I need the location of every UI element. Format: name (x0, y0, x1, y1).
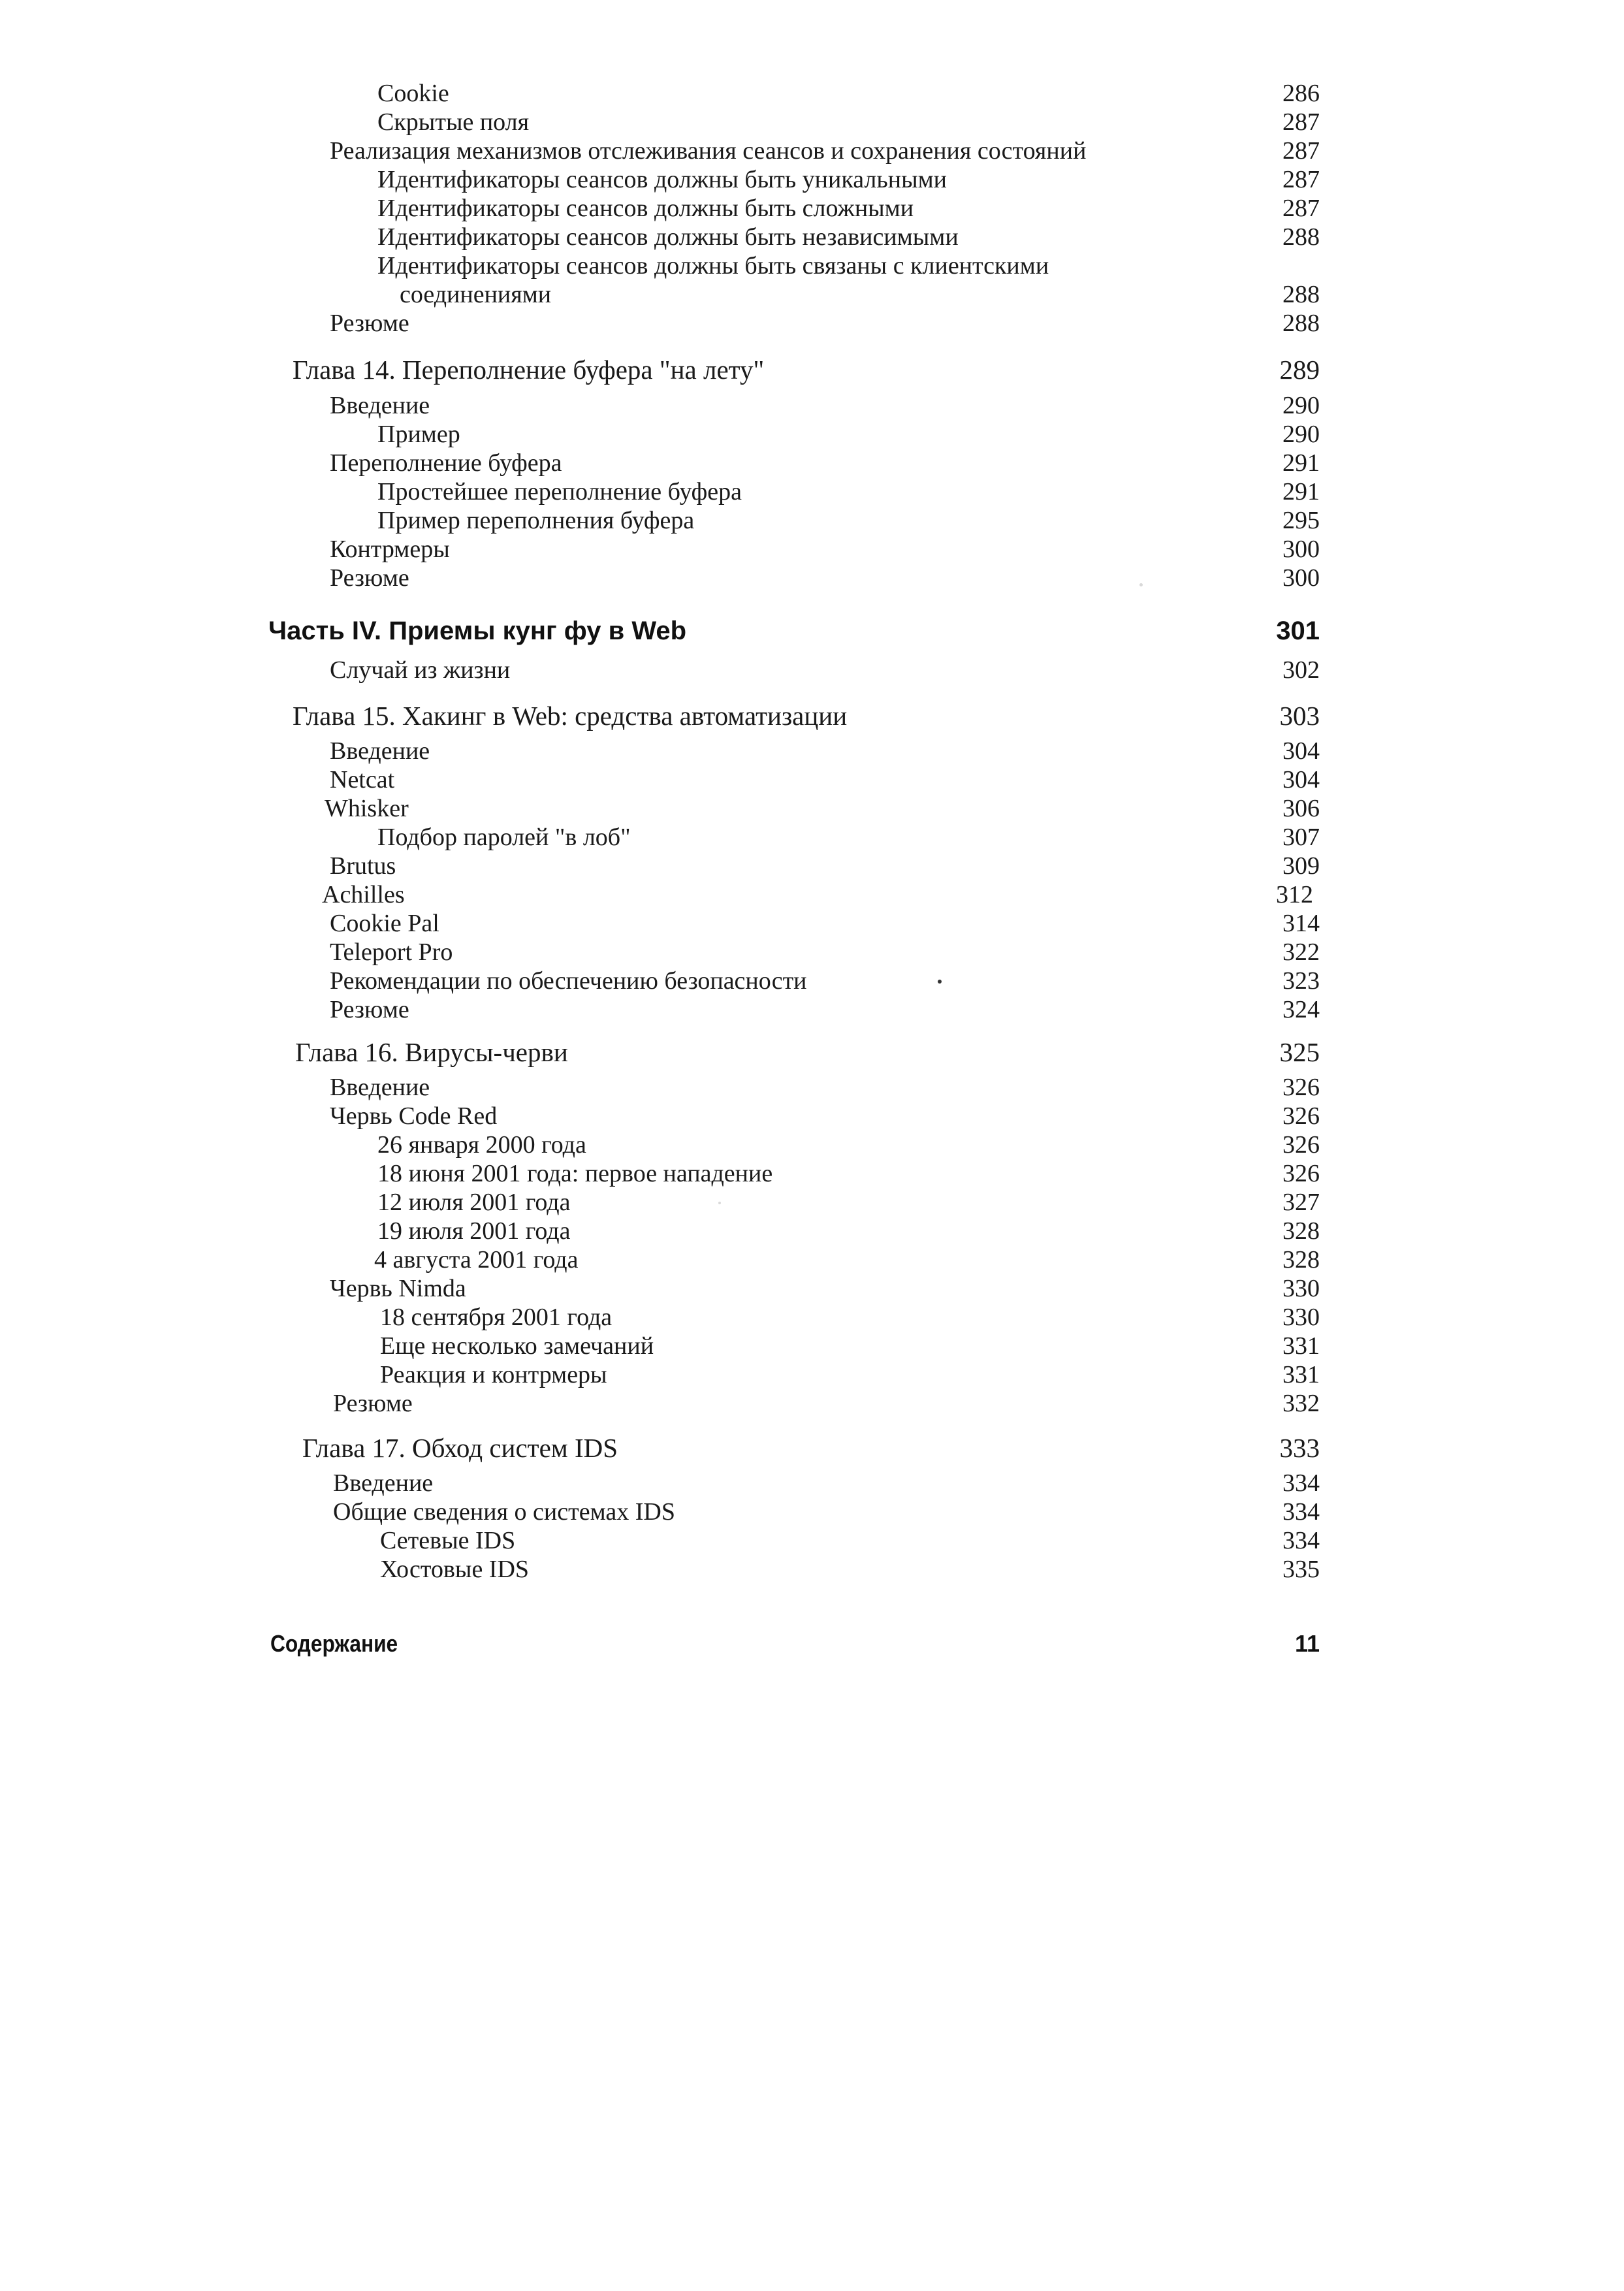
toc-entry-title: Реакция и контрмеры (380, 1361, 607, 1388)
toc-entry-title: Пример (377, 421, 460, 448)
toc-entry-page: 331 (1282, 1332, 1320, 1360)
toc-entry-page: 300 (1282, 536, 1320, 563)
toc-entry-page: 306 (1282, 795, 1320, 822)
toc-entry-title: 26 января 2000 года (377, 1131, 586, 1159)
toc-entry-title: Червь Code Red (330, 1102, 498, 1130)
toc-entry-page: 334 (1282, 1498, 1320, 1526)
toc-entry-page: 328 (1282, 1246, 1320, 1274)
toc-entry-page: 332 (1282, 1390, 1320, 1417)
toc-entry[interactable] (0, 1331, 1624, 1361)
toc-entry-title: Netcat (330, 766, 395, 793)
toc-entry[interactable] (0, 222, 1624, 252)
toc-entry-continued[interactable] (0, 280, 1624, 310)
toc-entry-page: 288 (1282, 281, 1320, 308)
toc-entry-title: Случай из жизни (330, 656, 511, 684)
toc-entry-title: Cookie (377, 80, 449, 107)
toc-entry[interactable] (0, 1497, 1624, 1527)
toc-entry-page: 334 (1282, 1469, 1320, 1497)
toc-entry-page: 304 (1282, 766, 1320, 793)
toc-entry-page: 323 (1282, 967, 1320, 995)
toc-entry[interactable] (0, 793, 1624, 824)
toc-entry[interactable] (0, 563, 1624, 593)
toc-entry-title: Скрытые поля (377, 108, 530, 136)
toc-entry-title: Сетевые IDS (380, 1527, 516, 1554)
toc-entry-title: Brutus (330, 852, 396, 880)
chapter-title: Глава 15. Хакинг в Web: средства автоматизации (293, 701, 848, 731)
toc-entry-title: Идентификаторы сеансов должны быть связаны с клиентскими (377, 252, 1049, 280)
toc-entry-page: 290 (1282, 421, 1320, 448)
toc-entry-title: Резюме (333, 1390, 413, 1417)
toc-entry[interactable] (0, 165, 1624, 195)
toc-entry-title: Идентификаторы сеансов должны быть независимыми (377, 223, 959, 251)
part-heading-4[interactable] (0, 614, 1624, 648)
toc-entry-title: Простейшее переполнение буфера (377, 478, 742, 505)
toc-entry-title: Контрмеры (330, 536, 450, 563)
toc-entry[interactable] (0, 107, 1624, 137)
toc-entry-page: 287 (1282, 195, 1320, 222)
chapter-page: 333 (1279, 1433, 1320, 1463)
toc-entry-page: 286 (1282, 80, 1320, 107)
toc-entry[interactable] (0, 851, 1624, 881)
toc-entry-page: 309 (1282, 852, 1320, 880)
page-footer (0, 1626, 1624, 1661)
part-page: 301 (1276, 617, 1320, 645)
toc-entry-title: Achilles (322, 881, 405, 908)
page-number: 11 (1294, 1630, 1320, 1657)
toc-entry[interactable] (0, 477, 1624, 507)
toc-entry[interactable] (0, 1216, 1624, 1246)
toc-entry[interactable] (0, 1072, 1624, 1102)
toc-entry-title: Резюме (330, 564, 409, 592)
toc-entry-page: 322 (1282, 938, 1320, 966)
toc-entry-page: 331 (1282, 1361, 1320, 1388)
chapter-page: 289 (1279, 355, 1320, 385)
toc-entry[interactable] (0, 78, 1624, 108)
toc-entry-page: 330 (1282, 1275, 1320, 1302)
toc-entry-title: Cookie Pal (330, 910, 439, 937)
toc-entry[interactable] (0, 505, 1624, 536)
toc-entry[interactable] (0, 1468, 1624, 1498)
toc-entry-page: 328 (1282, 1217, 1320, 1245)
toc-entry-title: Хостовые IDS (380, 1556, 530, 1583)
toc-entry-title: Общие сведения о системах IDS (333, 1498, 675, 1526)
toc-entry-page: 287 (1282, 108, 1320, 136)
toc-entry[interactable] (0, 1274, 1624, 1304)
chapter-page: 325 (1279, 1037, 1320, 1067)
toc-entry[interactable] (0, 1302, 1624, 1332)
toc-entry[interactable] (0, 308, 1624, 338)
toc-entry-title: Идентификаторы сеансов должны быть уникальными (377, 166, 947, 193)
toc-entry[interactable] (0, 1388, 1624, 1418)
toc-entry-page: 327 (1282, 1189, 1320, 1216)
toc-entry[interactable] (0, 1101, 1624, 1131)
toc-entry[interactable] (0, 136, 1624, 166)
toc-entry[interactable] (0, 655, 1624, 685)
toc-entry-title: 4 августа 2001 года (374, 1246, 579, 1274)
toc-entry[interactable] (0, 995, 1624, 1025)
scan-speck (718, 1202, 721, 1204)
toc-entry[interactable] (0, 391, 1624, 421)
toc-entry-page: 300 (1282, 564, 1320, 592)
toc-entry[interactable] (0, 1245, 1624, 1275)
toc-entry[interactable] (0, 765, 1624, 795)
toc-entry-page: 314 (1282, 910, 1320, 937)
toc-entry-title: Введение (330, 1074, 430, 1101)
toc-entry[interactable] (0, 1159, 1624, 1189)
toc-entry[interactable] (0, 534, 1624, 564)
toc-entry-page: 295 (1282, 507, 1320, 534)
toc-entry-title: Пример переполнения буфера (377, 507, 695, 534)
toc-entry-page: 291 (1282, 478, 1320, 505)
footer-title: Содержание (270, 1630, 398, 1657)
toc-entry-page: 330 (1282, 1304, 1320, 1331)
chapter-title: Глава 16. Вирусы-черви (295, 1037, 568, 1067)
toc-entry-title: 12 июля 2001 года (377, 1189, 571, 1216)
toc-entry-page: 287 (1282, 137, 1320, 165)
chapter-heading-15[interactable] (0, 701, 1624, 731)
toc-entry-page: 326 (1282, 1131, 1320, 1159)
toc-entry-page: 326 (1282, 1102, 1320, 1130)
toc-entry-title: Еще несколько замечаний (380, 1332, 654, 1360)
toc-entry-page: 288 (1282, 310, 1320, 337)
toc-entry-page: 288 (1282, 223, 1320, 251)
toc-entry-page: 335 (1282, 1556, 1320, 1583)
toc-entry-title: Whisker (325, 795, 409, 822)
toc-entry-title: Переполнение буфера (330, 449, 562, 477)
toc-entry-title-continued: соединениями (400, 281, 552, 308)
toc-entry-title: 18 сентября 2001 года (380, 1304, 613, 1331)
toc-entry-page: 304 (1282, 737, 1320, 765)
toc-entry[interactable] (0, 822, 1624, 852)
scan-speck (938, 980, 942, 984)
toc-entry[interactable] (0, 1360, 1624, 1390)
toc-entry-page: 287 (1282, 166, 1320, 193)
chapter-heading-14[interactable] (0, 355, 1624, 385)
toc-entry[interactable] (0, 251, 1624, 281)
toc-entry-title: Введение (333, 1469, 434, 1497)
toc-entry[interactable] (0, 1130, 1624, 1160)
chapter-title: Глава 14. Переполнение буфера "на лету" (293, 355, 765, 385)
toc-entry-page: 307 (1282, 824, 1320, 851)
scan-speck (1139, 583, 1143, 586)
toc-entry-title: Червь Nimda (330, 1275, 466, 1302)
toc-entry-title: Идентификаторы сеансов должны быть сложными (377, 195, 914, 222)
chapter-heading-16[interactable] (0, 1037, 1624, 1067)
toc-entry-title: Введение (330, 392, 430, 419)
toc-entry-page: 324 (1282, 996, 1320, 1023)
toc-entry[interactable] (0, 880, 1624, 910)
toc-entry[interactable] (0, 1526, 1624, 1556)
toc-entry-title: 19 июля 2001 года (377, 1217, 571, 1245)
toc-entry[interactable] (0, 937, 1624, 967)
toc-entry-title: Резюме (330, 310, 409, 337)
chapter-page: 303 (1279, 701, 1320, 731)
toc-entry-title: Реализация механизмов отслеживания сеансов и сохранения состояний (330, 137, 1087, 165)
chapter-heading-17[interactable] (0, 1433, 1624, 1463)
toc-entry[interactable] (0, 193, 1624, 223)
toc-entry[interactable] (0, 448, 1624, 478)
toc-entry[interactable] (0, 1554, 1624, 1584)
toc-entry-title: Введение (330, 737, 430, 765)
chapter-title: Глава 17. Обход систем IDS (302, 1433, 618, 1463)
toc-entry-page: 302 (1282, 656, 1320, 684)
toc-entry-title: Подбор паролей "в лоб" (377, 824, 631, 851)
toc-entry[interactable] (0, 1187, 1624, 1217)
part-title: Часть IV. Приемы кунг фу в Web (268, 617, 687, 645)
toc-entry-page: 334 (1282, 1527, 1320, 1554)
toc-entry-page: 290 (1282, 392, 1320, 419)
toc-entry-page: 326 (1282, 1160, 1320, 1187)
toc-entry[interactable] (0, 908, 1624, 938)
toc-entry-page: 312 (1276, 881, 1313, 908)
toc-entry-title: Рекомендации по обеспечению безопасности (330, 967, 807, 995)
toc-entry-page: 291 (1282, 449, 1320, 477)
toc-entry-title: Резюме (330, 996, 409, 1023)
toc-entry-page: 326 (1282, 1074, 1320, 1101)
toc-entry[interactable] (0, 419, 1624, 449)
toc-entry[interactable] (0, 736, 1624, 766)
toc-entry[interactable] (0, 966, 1624, 996)
toc-entry-title: Teleport Pro (330, 938, 453, 966)
toc-entry-title: 18 июня 2001 года: первое нападение (377, 1160, 773, 1187)
